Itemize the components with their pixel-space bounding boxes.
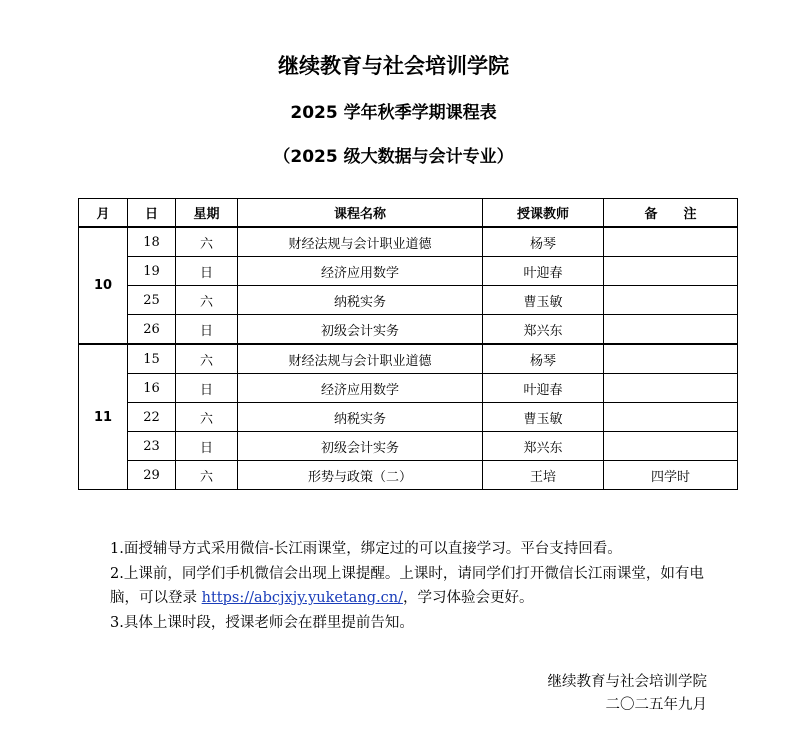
weekday-cell: 六: [176, 461, 238, 490]
note-cell: [604, 286, 738, 315]
course-cell: 初级会计实务: [238, 432, 483, 461]
day-cell: 15: [128, 344, 176, 374]
teacher-cell: 王培: [483, 461, 604, 490]
course-cell: 初级会计实务: [238, 315, 483, 345]
note-cell: [604, 374, 738, 403]
teacher-cell: 杨琴: [483, 344, 604, 374]
program-name: （2025 级大数据与会计专业）: [273, 147, 514, 167]
day-cell: 29: [128, 461, 176, 490]
course-cell: 财经法规与会计职业道德: [238, 344, 483, 374]
schedule-table: [78, 198, 738, 490]
note-item-2-text: 2.上课前，同学们手机微信会出现上课提醒。上课时，请同学们打开微信长江雨课堂，如有电脑，可以登录: [110, 565, 704, 606]
table-row: [79, 403, 738, 432]
document-subtitle: 2025 学年秋季学期课程表: [290, 103, 497, 123]
col-header-month: 月: [79, 199, 128, 228]
col-header-course: 课程名称: [238, 199, 483, 228]
table-row: [79, 315, 738, 345]
platform-link[interactable]: https://abcjxjy.yuketang.cn/: [201, 590, 404, 606]
note-cell: [604, 432, 738, 461]
col-header-note: 备 注: [604, 199, 738, 228]
note-cell: [604, 403, 738, 432]
teacher-cell: 曹玉敏: [483, 286, 604, 315]
col-header-day: 日: [128, 199, 176, 228]
course-cell: 经济应用数学: [238, 257, 483, 286]
weekday-cell: 六: [176, 227, 238, 257]
note-item-3: 3.具体上课时段，授课老师会在群里提前告知。: [110, 614, 414, 631]
weekday-cell: 六: [176, 344, 238, 374]
col-header-weekday: 星期: [176, 199, 238, 228]
course-cell: 经济应用数学: [238, 374, 483, 403]
weekday-cell: 日: [176, 374, 238, 403]
teacher-cell: 杨琴: [483, 227, 604, 257]
weekday-cell: 六: [176, 286, 238, 315]
day-cell: 16: [128, 374, 176, 403]
weekday-cell: 日: [176, 315, 238, 345]
signature-org: 继续教育与社会培训学院: [547, 674, 707, 690]
weekday-cell: 日: [176, 432, 238, 461]
day-cell: 18: [128, 227, 176, 257]
note-item-1: 1.面授辅导方式采用微信-长江雨课堂，绑定过的可以直接学习。平台支持回看。: [110, 541, 622, 557]
table-row: [79, 374, 738, 403]
course-cell: 形势与政策（二）: [238, 461, 483, 490]
course-cell: 纳税实务: [238, 286, 483, 315]
day-cell: 25: [128, 286, 176, 315]
document-title: 继续教育与社会培训学院: [278, 54, 509, 78]
note-cell: [604, 344, 738, 374]
col-header-teacher: 授课教师: [483, 199, 604, 228]
note-item-2: [110, 562, 720, 611]
course-cell: 财经法规与会计职业道德: [238, 227, 483, 257]
note-cell: [604, 257, 738, 286]
teacher-cell: 郑兴东: [483, 315, 604, 345]
month-cell: 10: [79, 227, 128, 344]
month-cell: 11: [79, 344, 128, 490]
teacher-cell: 叶迎春: [483, 374, 604, 403]
weekday-cell: 六: [176, 403, 238, 432]
table-header-row: [79, 199, 738, 228]
signature-date: 二〇二五年九月: [605, 697, 707, 713]
table-row: [79, 461, 738, 490]
weekday-cell: 日: [176, 257, 238, 286]
notes-section: [110, 537, 720, 635]
table-row: [79, 344, 738, 374]
note-cell: [604, 227, 738, 257]
course-cell: 纳税实务: [238, 403, 483, 432]
table-row: [79, 227, 738, 257]
day-cell: 26: [128, 315, 176, 345]
teacher-cell: 叶迎春: [483, 257, 604, 286]
day-cell: 22: [128, 403, 176, 432]
day-cell: 23: [128, 432, 176, 461]
table-row: [79, 432, 738, 461]
teacher-cell: 曹玉敏: [483, 403, 604, 432]
note-item-2-suffix: ，学习体验会更好。: [403, 590, 534, 606]
table-row: [79, 257, 738, 286]
note-cell: [604, 315, 738, 345]
day-cell: 19: [128, 257, 176, 286]
teacher-cell: 郑兴东: [483, 432, 604, 461]
note-cell: 四学时: [604, 461, 738, 490]
table-row: [79, 286, 738, 315]
